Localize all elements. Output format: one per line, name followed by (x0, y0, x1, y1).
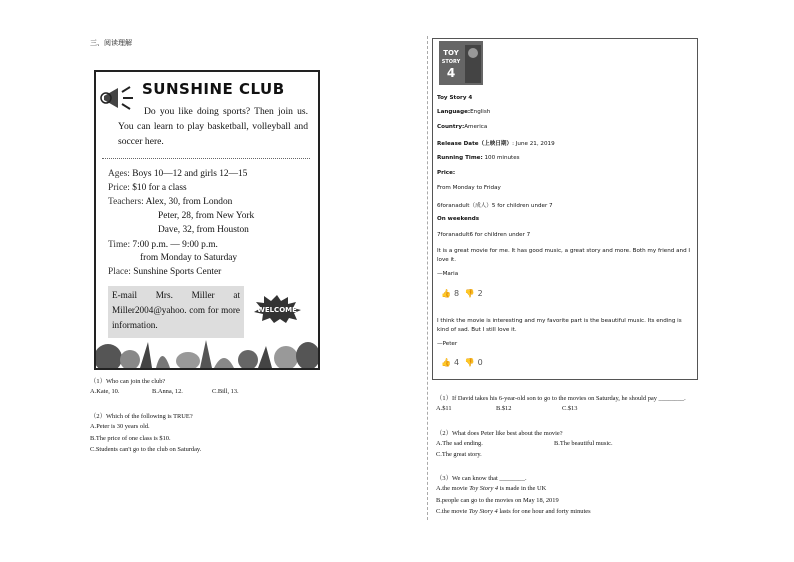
price-line (108, 182, 187, 195)
country-line: Country:America (437, 124, 488, 130)
running-time-line: Running Time: 100 minutes (437, 155, 520, 161)
place-value: Sunshine Sports Center (133, 267, 222, 277)
right-question-1: （1）If David takes his 6-year-old son to go to the movies on Saturday, he should pay ________. (436, 395, 686, 402)
time-days: from Monday to Saturday (140, 253, 238, 263)
price-label: Price: (108, 183, 130, 193)
plants-illustration (96, 334, 318, 368)
right-q3-option-b: B.people can go to the movies on May 18, 2019 (436, 497, 559, 504)
left-q1-option-b: B.Anna, 12. (152, 388, 183, 395)
left-q1-option-a: A.Kate, 10. (90, 388, 120, 395)
teacher-item: Dave, 32, from Houston (158, 225, 249, 235)
left-q2-option-b: B.The price of one class is $10. (90, 435, 171, 442)
section-title: 三、阅读理解 (90, 39, 132, 47)
review-maria: It is a great movie for me. It has good music, a great story and more. Both my friend and I love it. (437, 248, 691, 263)
place-line (108, 266, 221, 279)
right-q3-option-a: A.the movie Toy Story 4 is made in the UK (436, 485, 547, 492)
right-question-2: （2）What does Peter like best about the movie? (436, 430, 563, 437)
movie-title: Toy Story 4 (437, 95, 473, 101)
welcome-sign-icon (252, 294, 302, 324)
release-line: Release Date（上映日期）: June 21, 2019 (437, 141, 555, 147)
time-label: Time: (108, 240, 131, 250)
time-line (108, 239, 218, 252)
teachers-line (108, 196, 232, 209)
weekends-heading: On weekends (437, 216, 480, 222)
right-q3-option-c: C.the movie Toy Story 4 lasts for one hour and forty minutes (436, 508, 591, 515)
left-question-2: （2）Which of the following is TRUE? (90, 413, 193, 420)
contact-box: E-mail Mrs. Miller at Miller2004@yahoo. com for more information. (108, 286, 244, 338)
club-title: SUNSHINE CLUB (142, 80, 285, 98)
language-line: Language:English (437, 109, 491, 115)
weekday-price: 6foranadult（成人）5 for children under 7 (437, 203, 553, 209)
right-q2-option-c: C.The great story. (436, 451, 482, 458)
left-q1-option-c: C.Bill, 13. (212, 388, 239, 395)
teacher-item: Alex, 30, from London (145, 197, 233, 207)
teacher-item: Peter, 28, from New York (158, 211, 255, 221)
price-value: $10 for a class (132, 183, 187, 193)
right-q1-option-a: A.$11 (436, 405, 452, 412)
downvote-count: 2 (477, 289, 483, 298)
thumbs-down-icon[interactable]: 👎 (464, 289, 475, 298)
downvote-count: 0 (477, 358, 483, 367)
ages-value: Boys 10—12 and girls 12—15 (132, 169, 248, 179)
svg-text:STORY: STORY (441, 59, 461, 65)
teachers-label: Teachers: (108, 197, 144, 207)
upvote-count: 8 (453, 289, 460, 298)
thumbs-up-icon[interactable]: 👍 (441, 289, 451, 298)
column-divider (427, 36, 428, 520)
weekend-price: 7foranadult6 for children under 7 (437, 232, 531, 238)
ages-line (108, 168, 247, 181)
sunshine-club-poster (94, 70, 320, 370)
right-q2-option-b: B.The beautiful music. (554, 440, 613, 447)
thumbs-up-icon[interactable]: 👍 (441, 358, 451, 367)
thumbs-down-icon[interactable]: 👎 (464, 358, 475, 367)
right-question-3: （3）We can know that ________. (436, 475, 527, 482)
dotted-separator (102, 158, 310, 159)
ages-label: Ages: (108, 169, 130, 179)
right-q1-option-c: C.$13 (562, 405, 578, 412)
left-question-1: （1）Who can join the club? (90, 378, 166, 385)
votes-maria (441, 289, 486, 298)
right-q1-option-b: B.$12 (496, 405, 512, 412)
place-label: Place: (108, 267, 131, 277)
welcome-text: WELCOME (257, 306, 297, 314)
price-heading: Price: (437, 170, 456, 176)
upvote-count: 4 (453, 358, 460, 367)
votes-peter (441, 358, 486, 367)
left-q2-option-a: A.Peter is 30 years old. (90, 423, 150, 430)
review-author-peter: —Peter (437, 341, 458, 347)
left-q2-option-c: C.Students can't go to the club on Saturday. (90, 446, 202, 453)
movie-poster-image (439, 41, 483, 85)
review-peter: I think the movie is interesting and my favorite part is the beautiful music. Its ending is kind of sad. But I still love it. (437, 318, 682, 333)
right-q2-option-a: A.The sad ending. (436, 440, 483, 447)
club-intro: Do you like doing sports? Then join us. You can learn to play basketball, volleyball and soccer here. (118, 106, 308, 147)
svg-text:TOY: TOY (443, 49, 459, 57)
svg-text:4: 4 (446, 66, 456, 80)
time-value: 7:00 p.m. — 9:00 p.m. (132, 240, 218, 250)
review-author-maria: —Maria (437, 271, 459, 277)
movie-card (432, 38, 698, 380)
weekday-line: From Monday to Friday (437, 185, 501, 191)
